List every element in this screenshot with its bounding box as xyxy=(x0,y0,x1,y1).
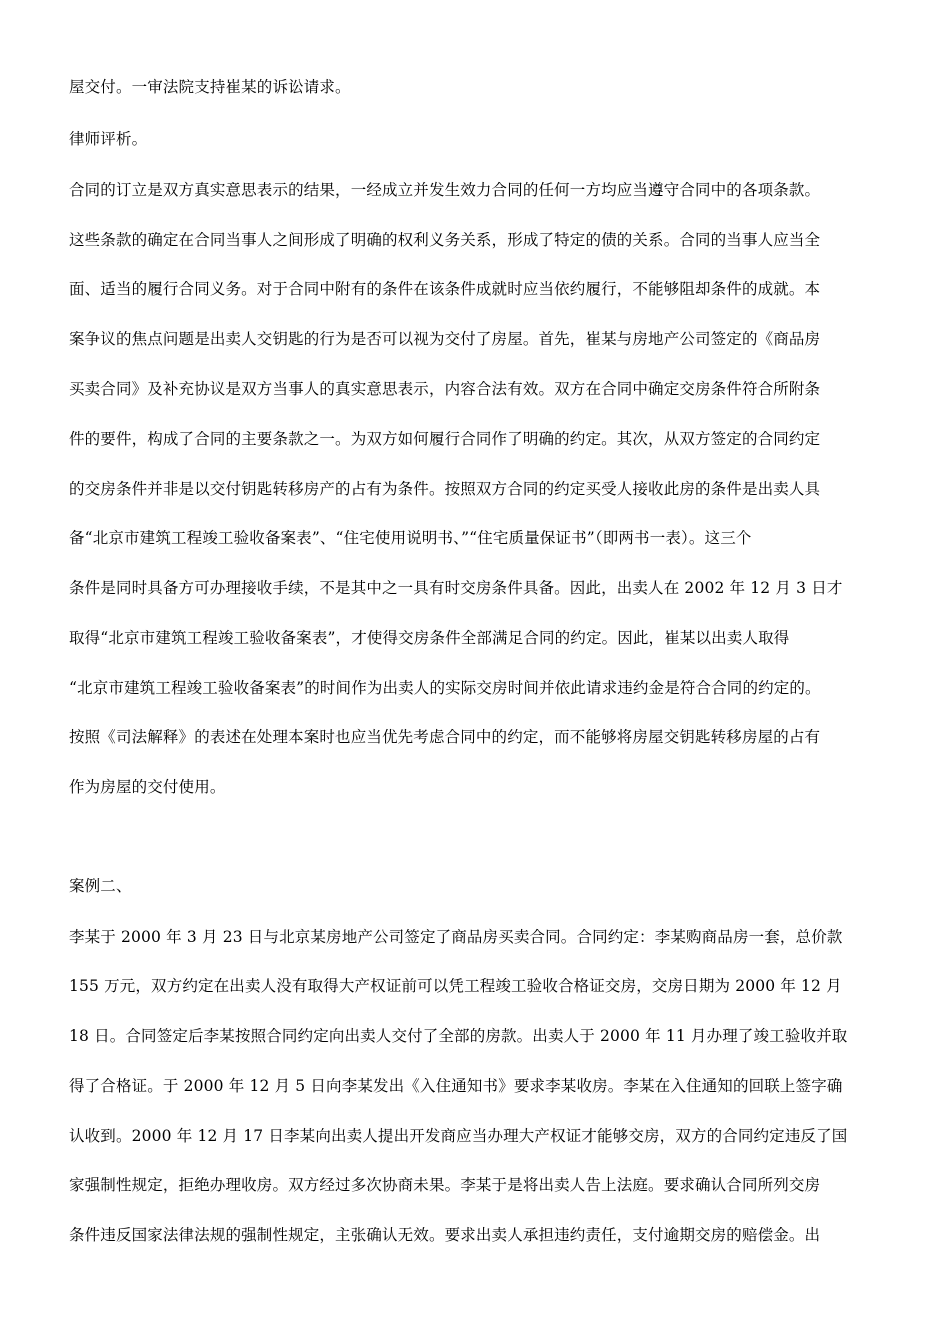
text-line: 取得“北京市建筑工程竣工验收备案表”，才使得交房条件全部满足合同的约定。因此，崔某以出卖人取得 xyxy=(69,629,790,647)
text-line: 这些条款的确定在合同当事人之间形成了明确的权利义务关系，形成了特定的债的关系。合同的当事人应当全 xyxy=(69,231,821,249)
text-line: 155 万元，双方约定在出卖人没有取得大产权证前可以凭工程竣工验收合格证交房，交房日期为 2000 年 12 月 xyxy=(69,977,842,995)
text-line: 作为房屋的交付使用。 xyxy=(69,778,226,796)
text-line: 按照《司法解释》的表述在处理本案时也应当优先考虑合同中的约定，而不能够将房屋交钥匙转移房屋的占有 xyxy=(69,728,821,746)
text-line: 得了合格证。于 2000 年 12 月 5 日向李某发出《入住通知书》要求李某收房。李某在入住通知的回联上签字确 xyxy=(69,1077,843,1095)
text-line: 面、适当的履行合同义务。对于合同中附有的条件在该条件成就时应当依约履行，不能够阻却条件的成就。本 xyxy=(69,280,821,298)
text-line: 买卖合同》及补充协议是双方当事人的真实意思表示，内容合法有效。双方在合同中确定交房条件符合所附条 xyxy=(69,380,821,398)
text-line: 18 日。合同签定后李某按照合同约定向出卖人交付了全部的房款。出卖人于 2000 年 11 月办理了竣工验收并取 xyxy=(69,1027,848,1045)
text-line: 屋交付。一审法院支持崔某的诉讼请求。 xyxy=(69,78,351,96)
text-line: 的交房条件并非是以交付钥匙转移房产的占有为条件。按照双方合同的约定买受人接收此房的条件是出卖人具 xyxy=(69,480,821,498)
text-line: 李某于 2000 年 3 月 23 日与北京某房地产公司签定了商品房买卖合同。合同约定：李某购商品房一套，总价款 xyxy=(69,928,843,946)
text-line: “北京市建筑工程竣工验收备案表”的时间作为出卖人的实际交房时间并依此请求违约金是符合合同的约定的。 xyxy=(69,679,821,697)
text-line: 案争议的焦点问题是出卖人交钥匙的行为是否可以视为交付了房屋。首先，崔某与房地产公司签定的《商品房 xyxy=(69,330,821,348)
text-line: 条件是同时具备方可办理接收手续，不是其中之一具有时交房条件具备。因此，出卖人在 2002 年 12 月 3 日才 xyxy=(69,579,843,597)
section-heading: 案例二、 xyxy=(69,877,132,895)
text-line: 条件违反国家法律法规的强制性规定，主张确认无效。要求出卖人承担违约责任，支付逾期交房的赔偿金。出 xyxy=(69,1226,821,1244)
text-line: 律师评析。 xyxy=(69,130,148,148)
text-line: 认收到。2000 年 12 月 17 日李某向出卖人提出开发商应当办理大产权证才能够交房，双方的合同约定违反了国 xyxy=(69,1127,848,1145)
text-line: 备“北京市建筑工程竣工验收备案表”、“住宅使用说明书、”“住宅质量保证书”（即两书一表）。这三个 xyxy=(69,529,752,547)
text-line: 合同的订立是双方真实意思表示的结果，一经成立并发生效力合同的任何一方均应当遵守合同中的各项条款。 xyxy=(69,181,821,199)
text-line: 家强制性规定，拒绝办理收房。双方经过多次协商未果。李某于是将出卖人告上法庭。要求确认合同所列交房 xyxy=(69,1176,821,1194)
text-line: 件的要件，构成了合同的主要条款之一。为双方如何履行合同作了明确的约定。其次，从双方签定的合同约定 xyxy=(69,430,821,448)
